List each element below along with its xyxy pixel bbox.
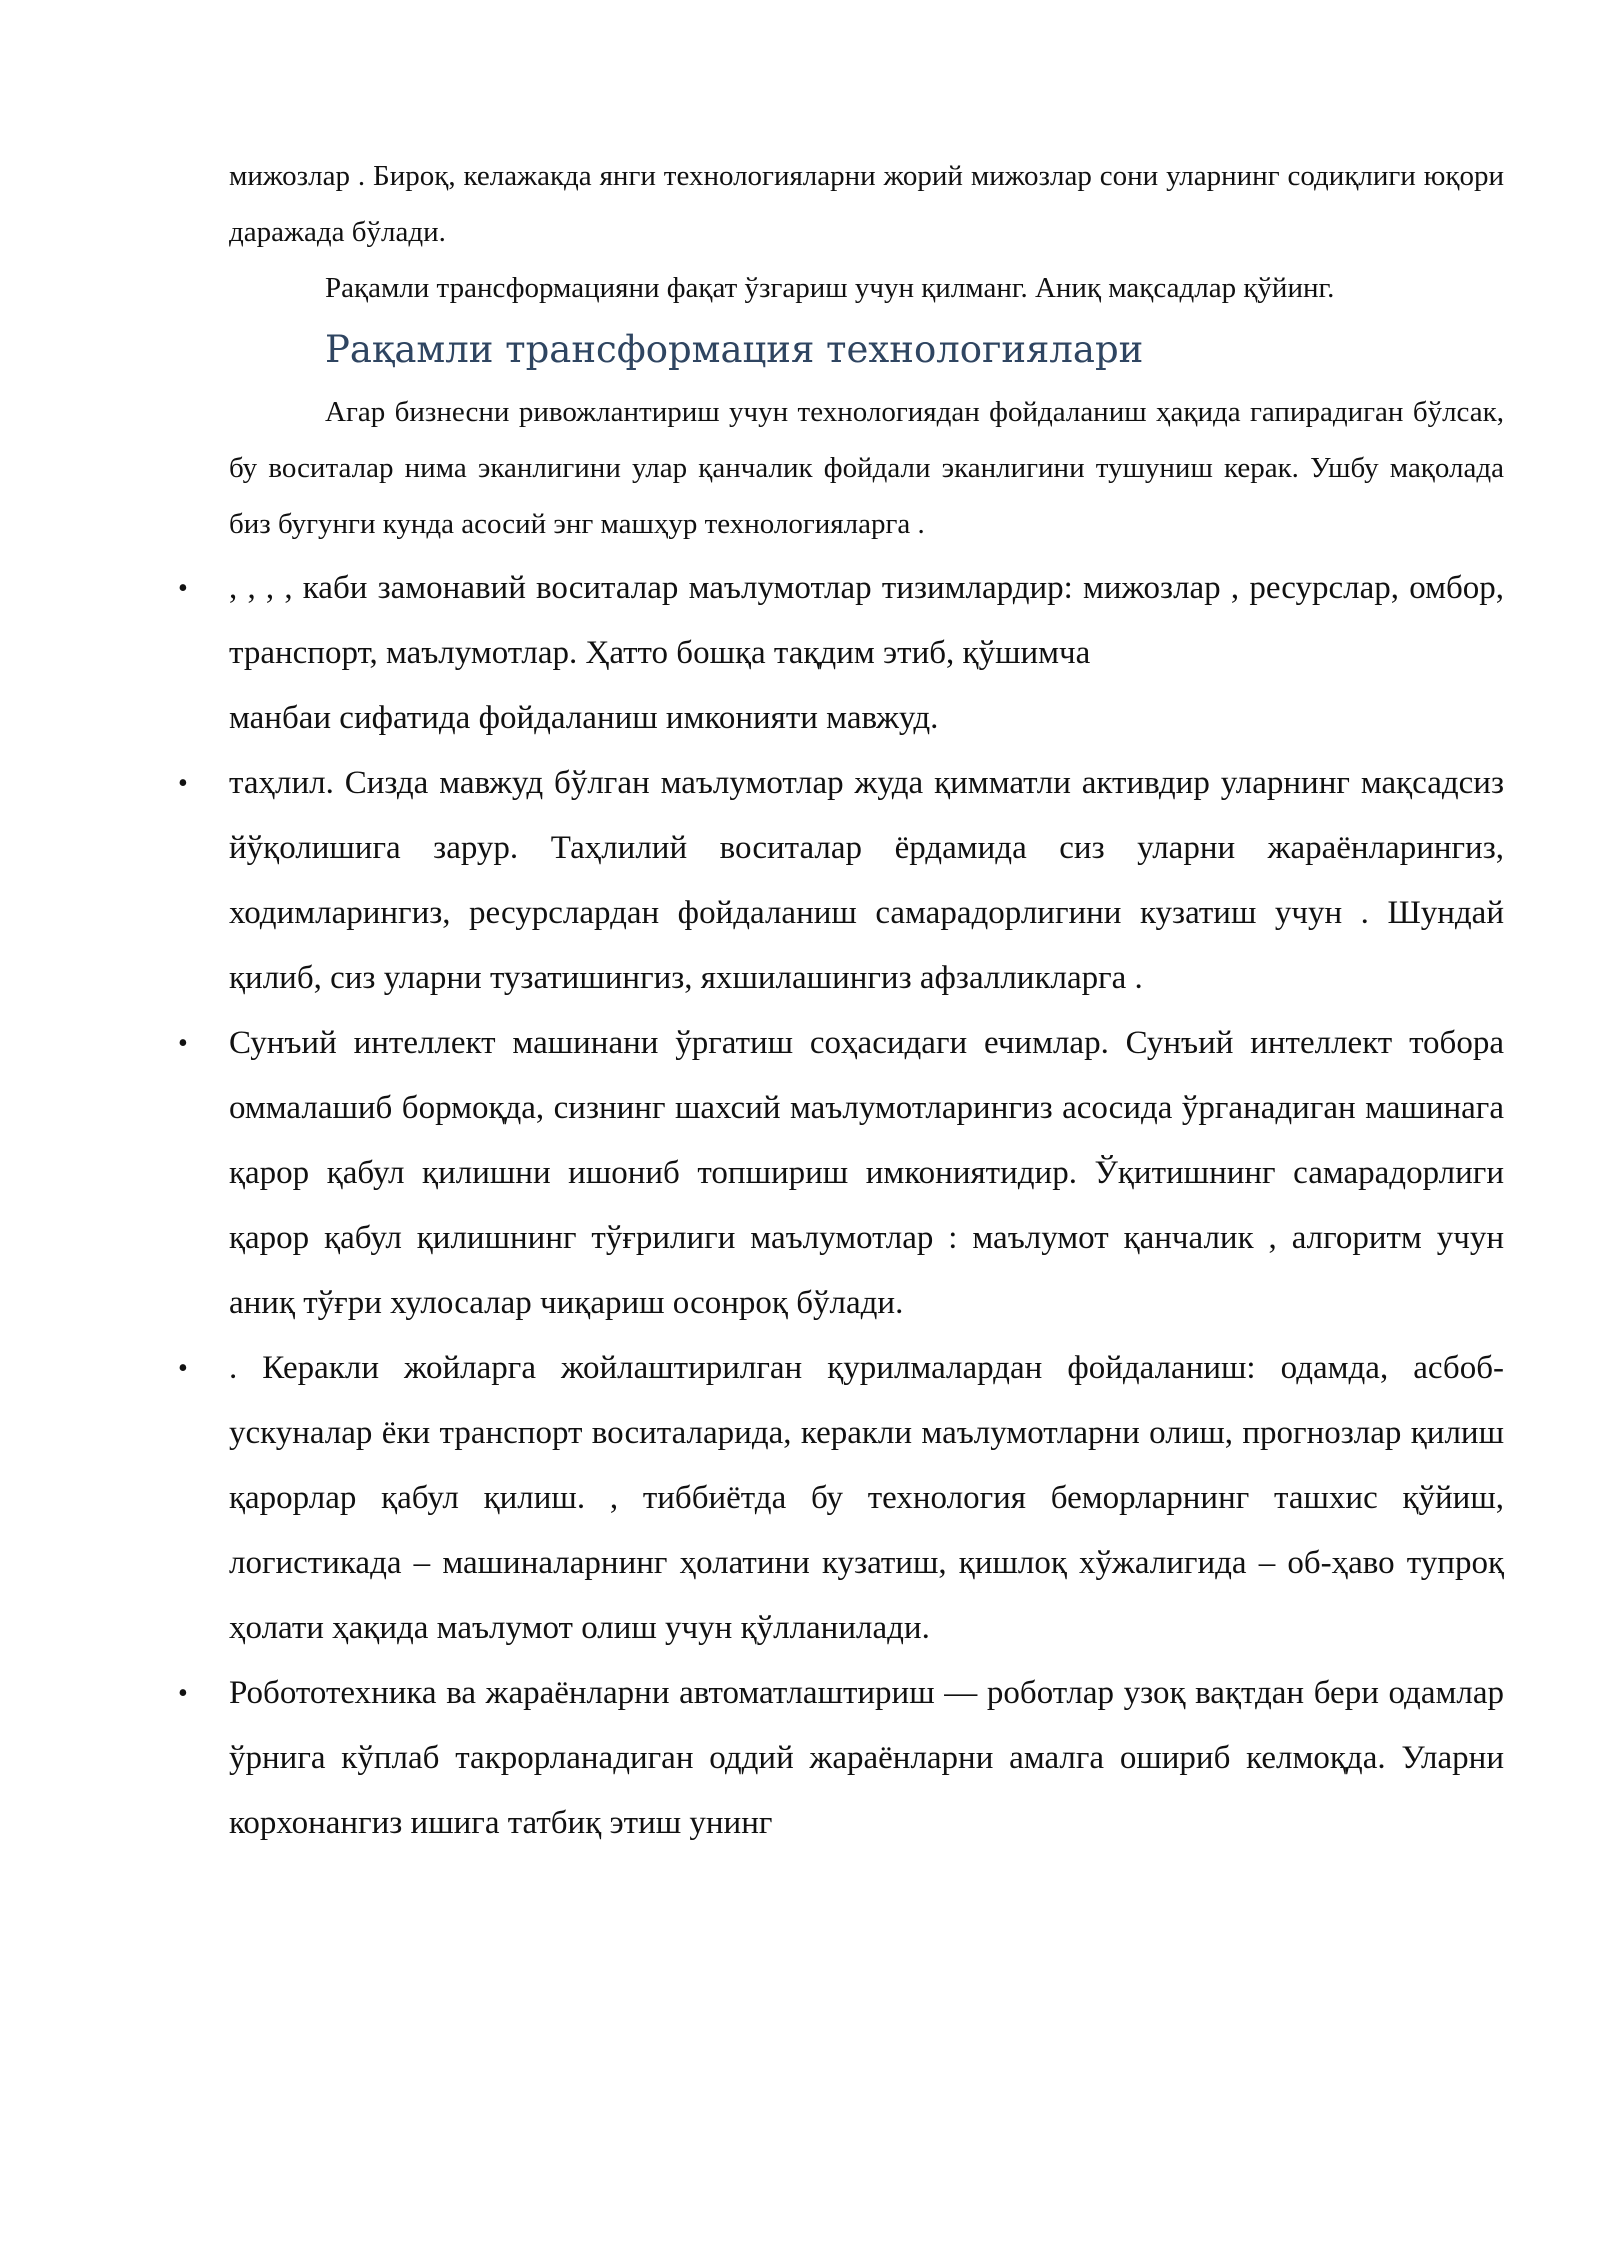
- list-item-text: , , , , каби замонавий воситалар маълумотлар тизимлардир: мижозлар , ресурслар, омбор, транспорт, маълумотлар. Ҳатто бошқа тақдим этиб, қўшимча: [229, 570, 1504, 671]
- paragraph-intro: Агар бизнесни ривожлантириш учун технологиядан фойдаланиш ҳақида гапирадиган бўлсак, бу воситалар нима эканлигини улар қанчалик фойдали эканлигини тушуниш керак. Ушбу мақолада биз бугунги кунда асосий энг машҳур технологияларга .: [229, 396, 1504, 540]
- technology-list: [178, 556, 1504, 1856]
- list-item: [178, 556, 1504, 751]
- paragraph-clients: мижозлар . Бироқ, келажакда янги технологияларни жорий мижозлар сони уларнинг содиқлиги юқори даражада бўлади.: [229, 160, 1504, 248]
- bullet-icon: •: [178, 1678, 188, 1709]
- list-item-text: . Керакли жойларга жойлаштирилган қурилмалардан фойдаланиш: одамда, асбоб-ускуналар ёки транспорт воситаларида, керакли маълумотларни олиш, прогнозлар қилиш қарорлар қабул қилиш. , тиббиётда бу технология беморларнинг ташхис қўйиш, логистикада – машиналарнинг ҳолатини кузатиш, қишлоқ хўжалигида – об-ҳаво тупроқ ҳолати ҳақида маълумот олиш учун қўлланилади.: [229, 1350, 1504, 1646]
- list-item-text: Робототехника ва жараёнларни автоматлаштириш — роботлар узоқ вақтдан бери одамлар ўрнига кўплаб такрорланадиган оддий жараёнларни амалга ошириб келмоқда. Уларни корхонангиз ишига татбиқ этиш унинг: [229, 1675, 1504, 1841]
- section-heading: Рақамли трансформация технологиялари: [325, 328, 1144, 371]
- bullet-icon: •: [178, 1028, 188, 1059]
- list-item-continuation: манбаи сифатида фойдаланиш имконияти мавжуд.: [229, 700, 939, 736]
- bullet-icon: •: [178, 768, 188, 799]
- bullet-icon: •: [178, 573, 188, 604]
- bullet-icon: •: [178, 1353, 188, 1384]
- list-item: [178, 1661, 1504, 1856]
- list-item: [178, 1336, 1504, 1661]
- list-item: [178, 751, 1504, 1011]
- list-item-text: таҳлил. Сизда мавжуд бўлган маълумотлар жуда қимматли активдир уларнинг мақсадсиз йўқолишига зарур. Таҳлилий воситалар ёрдамида сиз уларни жараёнларингиз, ходимларингиз, ресурслардан фойдаланиш самарадорлигини кузатиш учун . Шундай қилиб, сиз уларни тузатишингиз, яхшилашингиз афзалликларга .: [229, 765, 1504, 996]
- document-page: [178, 148, 1504, 1856]
- paragraph-goals: Рақамли трансформацияни фақат ўзгариш учун қилманг. Аниқ мақсадлар қўйинг.: [325, 272, 1335, 304]
- list-item-text: Сунъий интеллект машинани ўргатиш соҳасидаги ечимлар. Сунъий интеллект тобора оммалашиб бормоқда, сизнинг шахсий маълумотларингиз асосида ўрганадиган машинага қарор қабул қилишни ишониб топшириш имкониятидир. Ўқитишнинг самарадорлиги қарор қабул қилишнинг тўғрилиги маълумотлар : маълумот қанчалик , алгоритм учун аниқ тўғри хулосалар чиқариш осонроқ бўлади.: [229, 1025, 1504, 1321]
- list-item: [178, 1011, 1504, 1336]
